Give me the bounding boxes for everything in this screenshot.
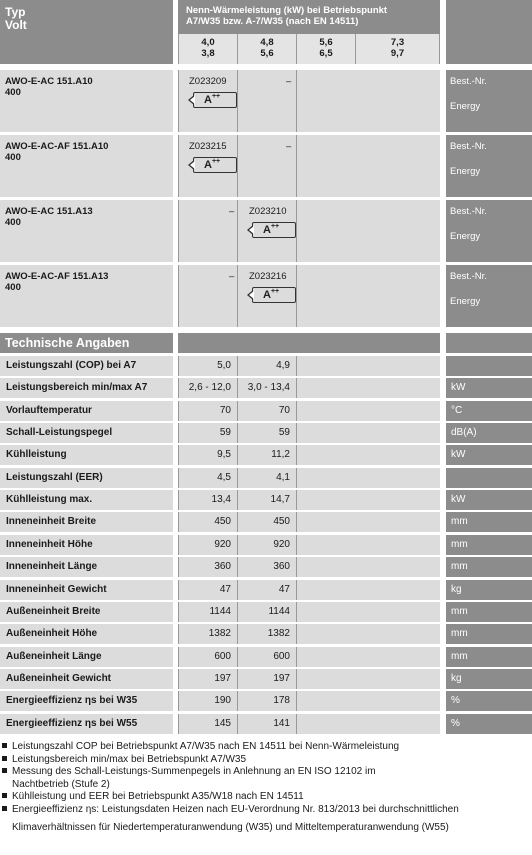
tech-row-empty	[296, 557, 440, 577]
bullet-icon	[2, 793, 7, 798]
tech-row-label: Außeneinheit Länge	[0, 647, 173, 667]
tech-row-value-2: 920	[237, 535, 296, 555]
power-col-1	[178, 34, 237, 64]
tech-row-label: Schall-Leistungspegel	[0, 423, 173, 443]
tech-row-empty	[296, 691, 440, 711]
tech-title-cell	[0, 333, 173, 353]
footnote-item-continued: Nachtbetrieb (Stufe 2)	[12, 778, 110, 790]
tech-row-label: Inneneinheit Breite	[0, 512, 173, 532]
tech-row-unit: kW	[446, 378, 532, 398]
tech-row-unit	[446, 356, 532, 376]
model-1-col1-text: Z023209	[189, 76, 227, 87]
tech-row-value-1: 360	[178, 557, 237, 577]
unit-energy: Energy	[450, 101, 481, 112]
footnotes	[2, 741, 530, 835]
tech-row-unit: mm	[446, 624, 532, 644]
tech-row-empty	[296, 445, 440, 465]
tech-row-empty	[296, 490, 440, 510]
tech-row-label: Außeneinheit Breite	[0, 602, 173, 622]
tech-row-unit: kg	[446, 669, 532, 689]
model-2-col2-text: –	[286, 141, 292, 152]
model-volt: 400	[5, 282, 21, 293]
power-col-4-bottom: 9,7	[390, 48, 405, 59]
tech-row-unit: %	[446, 691, 532, 711]
tech-row-value-1: 450	[178, 512, 237, 532]
header-volt: Volt	[5, 18, 27, 32]
bullet-icon	[2, 756, 7, 761]
unit-energy: Energy	[450, 296, 481, 307]
unit-energy: Energy	[450, 166, 481, 177]
model-name: AWO-E-AC-AF 151.A10	[5, 141, 109, 152]
tech-row-empty	[296, 512, 440, 532]
tech-row-value-2: 3,0 - 13,4	[237, 378, 296, 398]
tech-row-value-1: 2,6 - 12,0	[178, 378, 237, 398]
tech-row-value-2: 4,1	[237, 468, 296, 488]
tech-row-unit: °C	[446, 401, 532, 421]
tech-row-value-2: 360	[237, 557, 296, 577]
power-col-2	[237, 34, 296, 64]
tech-row-value-2: 59	[237, 423, 296, 443]
model-row-1-values	[178, 70, 440, 132]
model-row-3-name-cell	[0, 200, 173, 262]
power-col-2-top: 4,8	[260, 37, 274, 48]
col-divider	[237, 135, 238, 197]
tech-row-unit: kW	[446, 490, 532, 510]
tech-row-unit: %	[446, 714, 532, 734]
tech-row-label: Energieeffizienz ηs bei W35	[0, 691, 173, 711]
tech-row-value-2: 450	[237, 512, 296, 532]
tech-row-label: Kühlleistung max.	[0, 490, 173, 510]
tech-row-label: Außeneinheit Gewicht	[0, 669, 173, 689]
bullet-icon	[2, 743, 7, 748]
unit-best-nr: Best.-Nr.	[450, 206, 487, 217]
model-name: AWO-E-AC 151.A13	[5, 206, 93, 217]
footnote-item: Kühlleistung und EER bei Betriebspunkt A35/W18 nach EN 14511	[2, 791, 530, 804]
power-col-3-bottom: 6,5	[319, 48, 333, 59]
unit-energy: Energy	[450, 231, 481, 242]
energy-label-icon	[252, 222, 296, 238]
bullet-icon	[2, 768, 7, 773]
tech-row-empty	[296, 356, 440, 376]
tech-row-unit: mm	[446, 557, 532, 577]
tech-row-value-1: 145	[178, 714, 237, 734]
tech-row-value-2: 11,2	[237, 445, 296, 465]
tech-row-value-1: 197	[178, 669, 237, 689]
tech-row-label: Leistungsbereich min/max A7	[0, 378, 173, 398]
model-row-4-unit-cell	[446, 265, 532, 327]
energy-label-icon	[193, 157, 237, 173]
tech-row-label: Inneneinheit Gewicht	[0, 580, 173, 600]
model-row-3-values	[178, 200, 440, 262]
footnote-item: Leistungsbereich min/max bei Betriebspunkt A7/W35	[2, 754, 530, 767]
power-col-3	[296, 34, 355, 64]
model-3-col2-text: Z023210	[249, 206, 287, 217]
col-divider	[296, 200, 297, 262]
energy-label-text: A++	[204, 93, 221, 106]
tech-row-value-1: 5,0	[178, 356, 237, 376]
tech-row-unit: mm	[446, 535, 532, 555]
tech-row-value-2: 141	[237, 714, 296, 734]
footnote-item: Energieeffizienz ηs: Leistungsdaten Heizen nach EU-Verordnung Nr. 813/2013 bei durchschnittlichen	[2, 804, 530, 817]
power-col-3-top: 5,6	[319, 37, 333, 48]
col-divider	[237, 200, 238, 262]
power-col-1-bottom: 3,8	[201, 48, 215, 59]
tech-title-unit	[446, 333, 532, 353]
model-name: AWO-E-AC 151.A10	[5, 76, 93, 87]
model-2-col1-text: Z023215	[189, 141, 227, 152]
tech-row-label: Kühlleistung	[0, 445, 173, 465]
energy-label-icon	[193, 92, 237, 108]
tech-row-value-1: 13,4	[178, 490, 237, 510]
model-row-3-unit-cell	[446, 200, 532, 262]
model-4-col2-text: Z023216	[249, 271, 287, 282]
bullet-icon	[2, 806, 7, 811]
col-divider	[237, 70, 238, 132]
footnote-item-continued: Klimaverhältnissen für Niedertemperaturanwendung (W35) und Mitteltemperaturanwendung (W55)	[12, 822, 449, 833]
energy-label-text: A++	[204, 158, 221, 171]
heading-line-2: A7/W35 bzw. A-7/W35 (nach EN 14511)	[186, 16, 359, 27]
tech-row-empty	[296, 535, 440, 555]
tech-row-label: Vorlauftemperatur	[0, 401, 173, 421]
tech-row-empty	[296, 468, 440, 488]
tech-row-value-1: 1144	[178, 602, 237, 622]
model-name: AWO-E-AC-AF 151.A13	[5, 271, 109, 282]
unit-best-nr: Best.-Nr.	[450, 76, 487, 87]
power-col-1-top: 4,0	[201, 37, 215, 48]
tech-row-value-2: 4,9	[237, 356, 296, 376]
model-1-col2-text: –	[286, 76, 292, 87]
tech-row-empty	[296, 423, 440, 443]
unit-best-nr: Best.-Nr.	[450, 271, 487, 282]
col-divider	[237, 265, 238, 327]
tech-row-label: Inneneinheit Höhe	[0, 535, 173, 555]
tech-row-empty	[296, 647, 440, 667]
heading-line-1: Nenn-Wärmeleistung (kW) bei Betriebspunkt	[186, 5, 388, 16]
model-volt: 400	[5, 152, 21, 163]
energy-label-icon	[252, 287, 296, 303]
tech-row-value-2: 197	[237, 669, 296, 689]
tech-row-label: Leistungszahl (EER)	[0, 468, 173, 488]
tech-row-value-1: 47	[178, 580, 237, 600]
tech-row-empty	[296, 378, 440, 398]
tech-row-value-1: 59	[178, 423, 237, 443]
tech-row-value-2: 47	[237, 580, 296, 600]
tech-row-label: Energieeffizienz ηs bei W55	[0, 714, 173, 734]
col-divider	[296, 135, 297, 197]
tech-title-mid	[178, 333, 440, 353]
tech-row-unit: mm	[446, 602, 532, 622]
tech-row-value-2: 1382	[237, 624, 296, 644]
power-col-4-top: 7,3	[390, 37, 405, 48]
model-row-1-name-cell	[0, 70, 173, 132]
tech-row-value-2: 14,7	[237, 490, 296, 510]
tech-row-value-1: 70	[178, 401, 237, 421]
tech-row-unit: dB(A)	[446, 423, 532, 443]
model-row-1-unit-cell	[446, 70, 532, 132]
tech-row-value-2: 600	[237, 647, 296, 667]
energy-label-text: A++	[263, 223, 280, 236]
tech-row-value-1: 920	[178, 535, 237, 555]
tech-row-value-2: 1144	[237, 602, 296, 622]
tech-row-unit: kg	[446, 580, 532, 600]
tech-row-empty	[296, 669, 440, 689]
footnote-item: Leistungszahl COP bei Betriebspunkt A7/W35 nach EN 14511 bei Nenn-Wärmeleistung	[2, 741, 530, 754]
tech-row-value-2: 178	[237, 691, 296, 711]
header-unit-cell	[446, 0, 532, 64]
model-row-2-values	[178, 135, 440, 197]
footnote-item: Messung des Schall-Leistungs-Summenpegels in Anlehnung an EN ISO 12102 im	[2, 766, 530, 779]
model-row-4-name-cell	[0, 265, 173, 327]
model-3-col1-text: –	[229, 206, 235, 217]
header-typ: Typ	[5, 5, 26, 19]
model-row-4-values	[178, 265, 440, 327]
tech-row-empty	[296, 401, 440, 421]
tech-row-value-1: 9,5	[178, 445, 237, 465]
model-volt: 400	[5, 87, 21, 98]
energy-label-text: A++	[263, 288, 280, 301]
tech-row-value-1: 600	[178, 647, 237, 667]
header-typ-cell	[0, 0, 173, 64]
tech-row-empty	[296, 624, 440, 644]
tech-row-value-1: 4,5	[178, 468, 237, 488]
header-heading-cell	[178, 0, 440, 34]
model-row-2-name-cell	[0, 135, 173, 197]
tech-row-value-1: 190	[178, 691, 237, 711]
tech-row-empty	[296, 580, 440, 600]
tech-row-value-2: 70	[237, 401, 296, 421]
tech-row-unit: mm	[446, 647, 532, 667]
model-volt: 400	[5, 217, 21, 228]
model-4-col1-text: –	[229, 271, 235, 282]
tech-row-label: Außeneinheit Höhe	[0, 624, 173, 644]
col-divider	[296, 265, 297, 327]
tech-row-empty	[296, 602, 440, 622]
tech-title: Technische Angaben	[5, 336, 130, 350]
tech-row-value-1: 1382	[178, 624, 237, 644]
tech-row-unit	[446, 468, 532, 488]
tech-row-unit: kW	[446, 445, 532, 465]
power-col-4	[355, 34, 440, 64]
tech-row-label: Inneneinheit Länge	[0, 557, 173, 577]
unit-best-nr: Best.-Nr.	[450, 141, 487, 152]
tech-row-label: Leistungszahl (COP) bei A7	[0, 356, 173, 376]
tech-row-empty	[296, 714, 440, 734]
tech-row-unit: mm	[446, 512, 532, 532]
col-divider	[296, 70, 297, 132]
power-col-2-bottom: 5,6	[260, 48, 274, 59]
model-row-2-unit-cell	[446, 135, 532, 197]
